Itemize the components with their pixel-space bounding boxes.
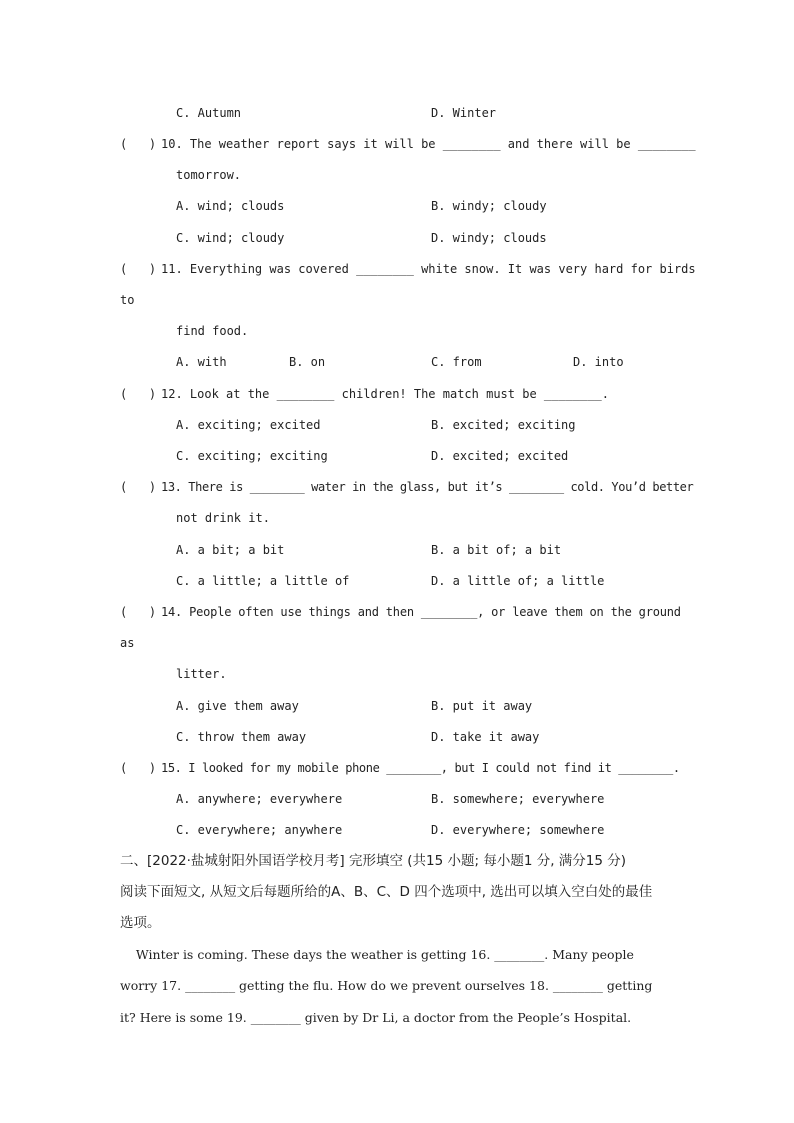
q13-option-d: D. a little of; a little [431, 574, 605, 588]
q13-option-c: C. a little; a little of [176, 574, 350, 588]
q14-option-a: A. give them away [176, 699, 299, 713]
q15-option-b: B. somewhere; everywhere [431, 792, 605, 806]
q14-option-b: B. put it away [431, 699, 533, 713]
q12-stem: 12. Look at the ________ children! The match must be ________. [161, 387, 609, 401]
q11-stem: 11. Everything was covered ________ white snow. It was very hard for birds [161, 262, 696, 276]
q15-option-c: C. everywhere; anywhere [176, 823, 343, 837]
passage-line1: Winter is coming. These days the weather is getting 16. ________. Many people [120, 947, 634, 962]
q11-option-d: D. into [573, 355, 624, 369]
q11-option-c: C. from [431, 355, 482, 369]
q15-answer-bracket[interactable]: ( ) [120, 761, 157, 775]
q13-option-a: A. a bit; a bit [176, 543, 285, 557]
q15-option-d: D. everywhere; somewhere [431, 823, 605, 837]
q12-option-a: A. exciting; excited [176, 418, 321, 432]
q14-option-c: C. throw them away [176, 730, 307, 744]
q14-stem-wrap: as [120, 636, 135, 650]
q14-answer-bracket[interactable]: ( ) [120, 605, 157, 619]
q11-stem-continued: find food. [176, 324, 249, 338]
q11-stem-wrap: to [120, 293, 135, 307]
q10-option-d: D. windy; clouds [431, 231, 547, 245]
q12-answer-bracket[interactable]: ( ) [120, 387, 157, 401]
q10-option-c: C. wind; cloudy [176, 231, 285, 245]
q14-stem-continued: litter. [176, 667, 227, 681]
q11-answer-bracket[interactable]: ( ) [120, 262, 157, 276]
q13-stem-continued: not drink it. [176, 511, 270, 525]
q12-option-b: B. excited; exciting [431, 418, 576, 432]
q10-option-a: A. wind; clouds [176, 199, 285, 213]
q14-stem: 14. People often use things and then ________, or leave them on the ground [161, 605, 681, 619]
q13-option-b: B. a bit of; a bit [431, 543, 562, 557]
q11-option-b: B. on [289, 355, 326, 369]
section2-heading: 二、[2022·盐城射阳外国语学校月考] 完形填空 (共15 小题; 每小题1 分, 满分15 分) [120, 853, 627, 869]
section2-instruction-line1: 阅读下面短文, 从短文后每题所给的A、B、C、D 四个选项中, 选出可以填入空白处的最佳 [120, 884, 653, 900]
q10-answer-bracket[interactable]: ( ) [120, 137, 157, 151]
passage-line3: it? Here is some 19. ________ given by Dr Li, a doctor from the People’s Hospital. [120, 1010, 632, 1025]
q14-option-d: D. take it away [431, 730, 540, 744]
q13-stem: 13. There is ________ water in the glass, but it’s ________ cold. You’d better [161, 480, 694, 494]
q9-option-d: D. Winter [431, 106, 497, 120]
q11-option-a: A. with [176, 355, 227, 369]
q13-answer-bracket[interactable]: ( ) [120, 480, 157, 494]
section2-instruction-line2: 选项。 [120, 915, 161, 931]
q10-stem-continued: tomorrow. [176, 168, 242, 182]
q12-option-d: D. excited; excited [431, 449, 569, 463]
q9-option-c: C. Autumn [176, 106, 242, 120]
q15-option-a: A. anywhere; everywhere [176, 792, 343, 806]
passage-line2: worry 17. ________ getting the flu. How do we prevent ourselves 18. ________ getting [120, 978, 653, 993]
q12-option-c: C. exciting; exciting [176, 449, 328, 463]
q15-stem: 15. I looked for my mobile phone ________, but I could not find it ________. [161, 761, 680, 775]
q10-stem: 10. The weather report says it will be ________ and there will be ________ [161, 137, 696, 151]
q10-option-b: B. windy; cloudy [431, 199, 547, 213]
